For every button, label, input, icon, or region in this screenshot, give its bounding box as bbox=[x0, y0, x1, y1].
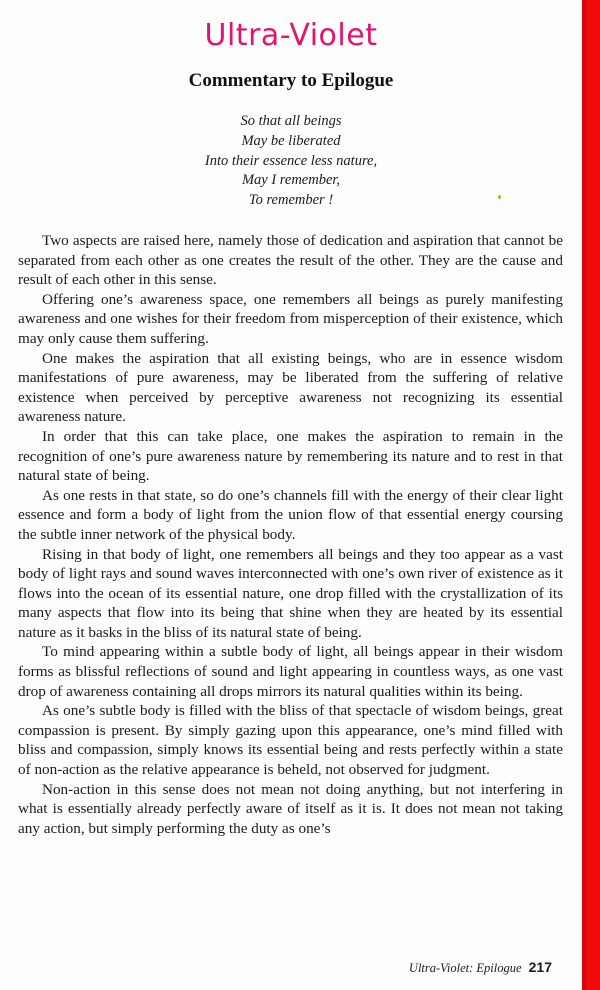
paragraph: Rising in that body of light, one remembers all beings and they too appear as a vast body of light rays and sound waves interconnected with one’s own river of existence as it flows into the ocean of its essential nature, one drop filled with the crystallization of its many aspects that flow into its being that shine when they are heated by its essential nature as it basks in the bliss of its natural state of being. bbox=[18, 545, 563, 641]
red-page-edge bbox=[582, 0, 600, 990]
verse-line: So that all beings bbox=[240, 113, 342, 129]
paragraph: As one rests in that state, so do one’s channels fill with the energy of their clear light essence and form a body of light from the union flow of that essential energy coursing the subtle inner network of the physical body. bbox=[18, 486, 563, 543]
verse-line: May I remember, bbox=[241, 172, 341, 189]
running-footer bbox=[409, 959, 552, 976]
verse-block bbox=[0, 112, 582, 211]
running-title: Ultra-Violet: Epilogue bbox=[408, 961, 522, 975]
paragraph: Offering one’s awareness space, one remembers all beings as purely manifesting awareness and one wishes for their freedom from misperception of their existence, which may only cause them suffering. bbox=[18, 290, 563, 347]
paragraph: In order that this can take place, one makes the aspiration to remain in the recognition of one’s pure awareness nature by remembering its nature and to rest in that natural state of being. bbox=[18, 427, 563, 485]
paper-speck bbox=[498, 195, 501, 199]
paragraph: As one’s subtle body is filled with the bliss of that spectacle of wisdom beings, great compassion is present. By simply gazing upon this appearance, one’s mind filled with bliss and compassion, simply knows its essential being and rests perfectly within a state of non-action as the relative appearance is beheld, not observed for judgment. bbox=[18, 702, 563, 779]
paragraph: Non-action in this sense does not mean not doing anything, but not interfering in what is essentially already perfectly aware of itself as it is. It does not mean not taking any action, but simply performing the duty as one’s bbox=[18, 780, 563, 837]
verse-line: To remember ! bbox=[248, 192, 334, 209]
section-heading: Commentary to Epilogue bbox=[188, 70, 394, 91]
chapter-title: Ultra-Violet bbox=[204, 18, 378, 53]
page-number: 217 bbox=[528, 959, 552, 975]
paragraph: One makes the aspiration that all existing beings, who are in essence wisdom manifestations of pure awareness, may be liberated from the suffering of relative existence when perceived by perceptive awareness not recognizing its essential awareness nature. bbox=[18, 349, 563, 426]
commentary-body bbox=[18, 231, 563, 838]
verse-line: Into their essence less nature, bbox=[204, 152, 378, 169]
paragraph: To mind appearing within a subtle body of light, all beings appear in their wisdom forms as blissful reflections of sound and light appearing in countless ways, as one vast drop of awareness containing all drops mirrors its natural qualities within its being. bbox=[18, 643, 563, 700]
paragraph: Two aspects are raised here, namely those of dedication and aspiration that cannot be separated from each other as one creates the result of the other. They are the cause and result of each other in this sense. bbox=[18, 232, 563, 289]
verse-line: May be liberated bbox=[241, 132, 341, 149]
